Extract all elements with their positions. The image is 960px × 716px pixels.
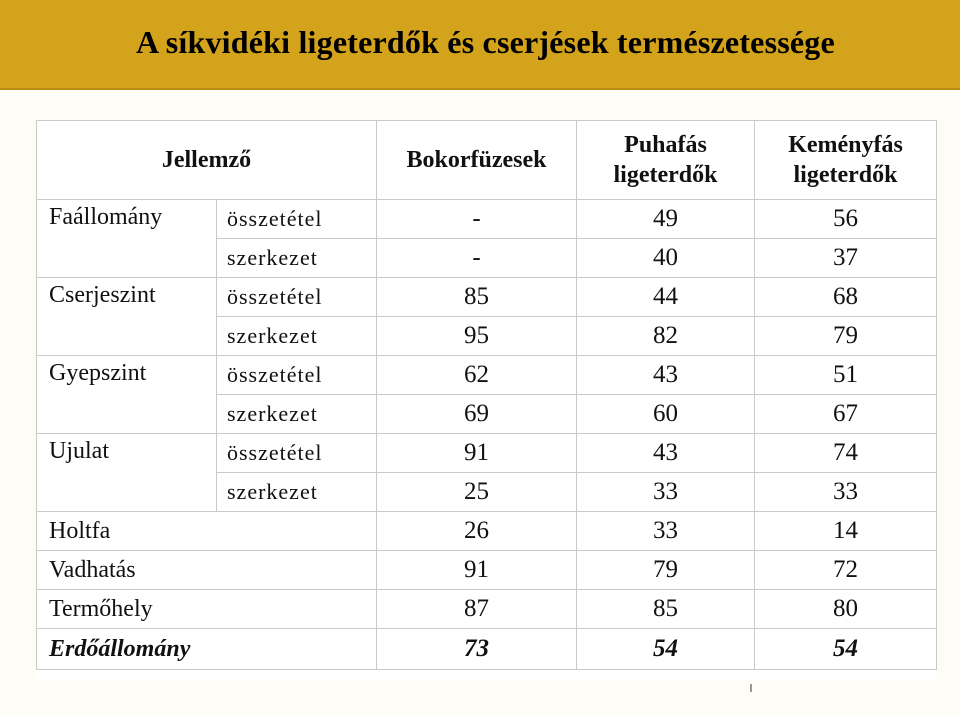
bokor-cell: 73 bbox=[377, 629, 577, 670]
kemeny-cell: 56 bbox=[755, 200, 937, 239]
table-row bbox=[37, 434, 937, 473]
puha-cell: 33 bbox=[577, 473, 755, 512]
divider bbox=[750, 684, 752, 692]
feature-cell: Erdőállomány bbox=[37, 629, 377, 670]
puha-cell: 49 bbox=[577, 200, 755, 239]
aspect-cell: szerkezet bbox=[217, 395, 377, 434]
kemeny-cell: 54 bbox=[755, 629, 937, 670]
puha-cell: 82 bbox=[577, 317, 755, 356]
feature-cell: Vadhatás bbox=[37, 551, 377, 590]
table-row bbox=[37, 278, 937, 317]
header-kemenyfas bbox=[755, 121, 937, 200]
aspect-cell: összetétel bbox=[217, 200, 377, 239]
puha-cell: 44 bbox=[577, 278, 755, 317]
naturalness-table bbox=[36, 120, 937, 670]
kemeny-cell: 68 bbox=[755, 278, 937, 317]
header-kemenyfas-line2: ligeterdők bbox=[793, 162, 898, 188]
kemeny-cell: 37 bbox=[755, 239, 937, 278]
table-row bbox=[37, 551, 937, 590]
bokor-cell: 91 bbox=[377, 551, 577, 590]
feature-cell: Termőhely bbox=[37, 590, 377, 629]
header-kemenyfas-line1: Keményfás bbox=[788, 132, 903, 158]
table-row bbox=[37, 356, 937, 395]
puha-cell: 85 bbox=[577, 590, 755, 629]
bokor-cell: 91 bbox=[377, 434, 577, 473]
puha-cell: 40 bbox=[577, 239, 755, 278]
bokor-cell: 69 bbox=[377, 395, 577, 434]
puha-cell: 43 bbox=[577, 434, 755, 473]
kemeny-cell: 74 bbox=[755, 434, 937, 473]
table-image-area bbox=[36, 120, 936, 680]
table-row bbox=[37, 590, 937, 629]
bokor-cell: 62 bbox=[377, 356, 577, 395]
kemeny-cell: 33 bbox=[755, 473, 937, 512]
bokor-cell: 95 bbox=[377, 317, 577, 356]
feature-cell: Gyepszint bbox=[37, 356, 217, 434]
table-row-total bbox=[37, 629, 937, 670]
title-bar bbox=[0, 0, 960, 90]
puha-cell: 54 bbox=[577, 629, 755, 670]
table-row bbox=[37, 200, 937, 239]
table-header-row bbox=[37, 121, 937, 200]
header-feature: Jellemző bbox=[37, 121, 377, 200]
kemeny-cell: 51 bbox=[755, 356, 937, 395]
bokor-cell: - bbox=[377, 200, 577, 239]
aspect-cell: szerkezet bbox=[217, 239, 377, 278]
feature-cell: Holtfa bbox=[37, 512, 377, 551]
slide-title: A síkvidéki ligeterdők és cserjések természetessége bbox=[136, 24, 835, 60]
aspect-cell: szerkezet bbox=[217, 473, 377, 512]
puha-cell: 60 bbox=[577, 395, 755, 434]
aspect-cell: összetétel bbox=[217, 278, 377, 317]
header-puhafas-line2: ligeterdők bbox=[613, 162, 718, 188]
feature-cell: Ujulat bbox=[37, 434, 217, 512]
header-puhafas-line1: Puhafás bbox=[624, 132, 707, 158]
bokor-cell: 87 bbox=[377, 590, 577, 629]
feature-cell: Faállomány bbox=[37, 200, 217, 278]
feature-cell: Cserjeszint bbox=[37, 278, 217, 356]
kemeny-cell: 79 bbox=[755, 317, 937, 356]
kemeny-cell: 80 bbox=[755, 590, 937, 629]
aspect-cell: összetétel bbox=[217, 356, 377, 395]
aspect-cell: összetétel bbox=[217, 434, 377, 473]
kemeny-cell: 67 bbox=[755, 395, 937, 434]
puha-cell: 33 bbox=[577, 512, 755, 551]
puha-cell: 79 bbox=[577, 551, 755, 590]
header-puhafas bbox=[577, 121, 755, 200]
kemeny-cell: 72 bbox=[755, 551, 937, 590]
table-row bbox=[37, 512, 937, 551]
bokor-cell: 25 bbox=[377, 473, 577, 512]
puha-cell: 43 bbox=[577, 356, 755, 395]
kemeny-cell: 14 bbox=[755, 512, 937, 551]
bokor-cell: 85 bbox=[377, 278, 577, 317]
bokor-cell: - bbox=[377, 239, 577, 278]
bokor-cell: 26 bbox=[377, 512, 577, 551]
aspect-cell: szerkezet bbox=[217, 317, 377, 356]
header-bokorfuzesek: Bokorfüzesek bbox=[377, 121, 577, 200]
